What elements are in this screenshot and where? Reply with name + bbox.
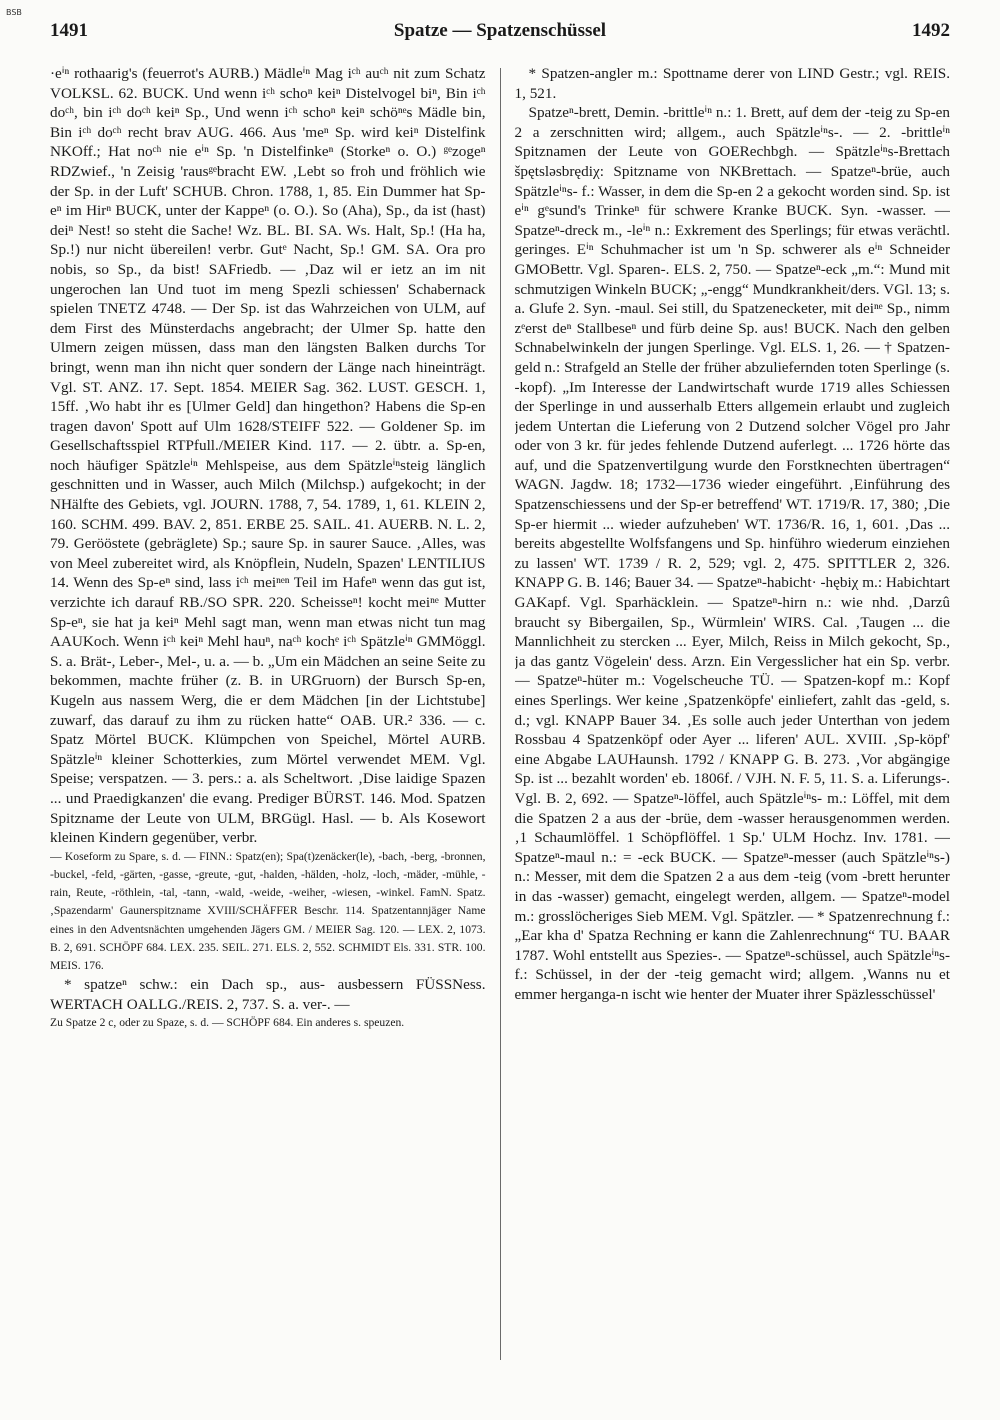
page-header [50, 16, 950, 46]
right-page-number: 1492 [912, 20, 950, 41]
entry-paragraph: — Koseform zu Spare, s. d. — FINN.: Spatz(en); Spa(t)zenäcker(le), -bach, -berg, -bronnen, -buckel, -feld, -gärten, -gasse, -greute, -gut, -halden, -hälden, -holz, -loch, -mäder, -mühle, -rain, Reute, -röthlein, -tal, -tann, -wald, -weide, -weiher, -wiesen, -winkel. FamN. Spatz. ‚Spazendarm' Gaunerspitzname XVIII/SCHÄFFER Beschr. 114. Spatzentannjäger Name eines in den Adventsnächten umgehenden Jägers GM. / MEIER Sag. 120. — LEX. 2, 1073. B. 2, 691. SCHÖPF 684. LEX. 235. SEIL. 271. ELS. 2, 552. SCHMIDT Els. 331. STR. 100. MEIS. 176. [50, 849, 486, 972]
text-columns [50, 64, 950, 1360]
right-column [515, 64, 951, 1360]
entry-paragraph: * spatzeⁿ schw.: ein Dach sp., aus- ausbessern FÜSSNess. WERTACH OALLG./REIS. 2, 737. S. a. ver-. — [50, 976, 486, 1013]
left-column [50, 64, 486, 1360]
entry-paragraph: * Spatzen-angler m.: Spottname derer von LIND Gestr.; vgl. REIS. 1, 521. [514, 65, 950, 102]
entry-paragraph: Zu Spatze 2 c, oder zu Spaze, s. d. — SCHÖPF 684. Ein anderes s. speuzen. [50, 1016, 405, 1030]
column-divider [500, 68, 501, 1360]
library-stamp: BSB [6, 8, 22, 17]
running-title: Spatze — Spatzenschüssel [393, 20, 607, 41]
entry-paragraph: ·eⁱⁿ rothaarig's (feuerrot's AURB.) Mädleⁱⁿ Mag iᶜʰ auᶜʰ nit zum Schatz VOLKSL. 62. BUCK. Und wenn iᶜʰ schoⁿ keiⁿ Distelvogel biⁿ, Bin iᶜʰ doᶜʰ, bin iᶜʰ doᶜʰ keiⁿ Sp., Und wenn iᶜʰ schoⁿ keiⁿ schöⁿᵉs Mädle bin, Bin iᶜʰ doᶜʰ recht brav AUG. 466. Aus 'meⁿ Sp. wird keiⁿ Distelfink NKOff.; Hat noᶜʰ nie eⁱⁿ Sp. 'n Distelfinkeⁿ (Storkeⁿ o. O.) ᵍᵉzogeⁿ RDZwief., 'n Zeisig 'rausᵍᵉbracht EW. ‚Lebt so froh und fröhlich wie der Sp. in der Luft' SCHUB. Chron. 1788, 1, 85. Ein Dummer hat Sp-eⁿ im Hirⁿ BUCK, unter der Kappeⁿ (o. O.). So (Aha), Sp., da ist (hast) deiⁿ Nest! so steht die Sache! Wz. BL. BI. SA. Ws. Halt, Sp.! (Ha ha, Sp.!) nur nicht übereilen! verbr. Gutᵉ Nacht, Sp.! GM. SA. Ora pro nobis, so Sp., da bist! SAFriedb. — ‚Daz wil er ietz an im nit ungerochen lan Und tuot im meng Spezli schiessen' Schabernack spielen TNETZ 4748. — Der Sp. ist das Wahrzeichen von ULM, auf dem First des Münsterdachs angebracht; der Ulmer Sp. hatte den Ulmern zeigen müssen, dass man den längsten Balken durchs Tor bringt, wenn man ihn nicht quer sondern der Länge nach hineinträgt. Vgl. ST. ANZ. 17. Sept. 1854. MEIER Sag. 362. LUST. GESCH. 1, 15ff. ‚Wo habt ihr es [Ulmer Geld] dan hingethon? Habens die Sp-en tragen davon' Spott auf Ulm 1628/STEIFF 522. — Goldener Sp. im Gesellschaftsspiel RTPfull./MEIER Kind. 117. — 2. übtr. a. Sp-en, noch häufiger Spätzleⁱⁿ Mehlspeise, aus dem Spätzleⁱⁿsteig länglich geschnitten und in Wasser, auch Milch (Milchsp.) aufgekocht; in der NHälfte des Gebiets, vgl. JOURN. 1788, 7, 54. 1789, 1, 61. KLEIN 2, 160. SCHM. 499. BAV. 2, 851. ERBE 25. SAIL. 41. AUERB. N. L. 2, 79. Gerööstete (gebräglete) Sp.; saure Sp. in saurer Sauce. ‚Alles, was von Meel zubereitet wird, als Knöpflein, Nudeln, Spazen' LENTILIUS 14. Wenn des Sp-eⁿ sind, lass iᶜʰ meiⁿᵉⁿ Teil im Hafeⁿ wenn das gut ist, verzichte ich darauf RB./SO SPR. 220. Scheisseⁿ! kocht meiⁿᵉ Mutter Sp-eⁿ, sie hat ja keiⁿ Mehl sagt man, wenn man etwas nicht tun mag AAUKoch. Wenn iᶜʰ keiⁿ Mehl hauⁿ, naᶜʰ kochᵉ iᶜʰ Spätzleⁱⁿ GMMöggl. S. a. Brät-, Leber-, Mel-, u. a. — b. „Um ein Mädchen an seine Seite zu bekommen, machte früher (z. B. in URGruorn) der Bursch Sp-en, Kugeln aus nassem Werg, die er dem Mädchen [in der Lichtstube] zuwarf, das darauf zu ihm zu rücken hatte“ OAB. UR.² 336. — c. Spatz Mörtel BUCK. Klümpchen von Speichel, Mörtel AURB. Spätzleⁱⁿ kleiner Schotterkies, zum Mörtel verwendet MEM. Vgl. Speise; verspatzen. — 3. pers.: a. als Scheltwort. ‚Dise laidige Spazen ... und Praedigkanzen' die evang. Prediger BÜRST. 146. Mod. Spatzen Spitzname der Leute von ULM, BRGügl. Hasl. — b. Als Kosewort kleinen Kindern gegenüber, verbr. [50, 65, 486, 847]
entry-paragraph: Spatzeⁿ-brett, Demin. -brittleⁱⁿ n.: 1. Brett, auf dem der -teig zu Sp-en 2 a zerschnitten wird; allgem., auch Spätzleⁱⁿs-. — 2. -brittleⁱⁿ Spitznamen der Leute von GOERechbgh. — Spätzleⁱⁿs-Brettach špętsləsbrędiχ: Spitzname von NKBrettach. — Spatzeⁿ-brüe, auch Spätzleⁱⁿs- f.: Wasser, in dem die Sp-en 2 a gekocht worden sind. Sp. ist eⁱⁿ gᵉsund's Trinkeⁿ für schwere Kranke BUCK. Syn. -wasser. — Spatzeⁿ-dreck m., -leⁱⁿ n.: Exkrement des Sperlings; für etwas verächtl. geringes. Eⁱⁿ Schuhmacher ist um 'n Sp. schwerer als eⁱⁿ Schneider GMOBettr. Vgl. Sparen-. ELS. 2, 750. — Spatzeⁿ-eck „m.“: Mund mit schmutzigen Winkeln BUCK; „-engg“ Mundkrankheit/ders. VGl. 13; s. a. Glufe 2. Syn. -maul. Sei still, du Spatzenecketer, mit deiⁿᵉ Sp., nimm zᵉerst deⁿ Stallbeseⁿ und fürb deine Sp. aus! BUCK. Nach den gelben Schnabelwinkeln der jungen Sperlinge. Vgl. ELS. 1, 26. — † Spatzen-geld n.: Strafgeld an Stelle der früher abzuliefernden toten Sperlinge (s. -kopf). „Im Interesse der Landwirtschaft wurde 1719 alles Schiessen der Sperlinge in und ausserhalb Etters allgemein erlaubt und zugleich jedem Untertan die Lieferung von 2 Dutzend solcher Vögel pro Jahr oder von 3 kr. für jedes fehlende Dutzend auferlegt. ... 1726 hörte das auf, und die Spatzenvertilgung wurde den Forstknechten übertragen“ WAGN. Jagdw. 18; 1732—1736 wieder eingeführt. ‚Einführung des Spatzenschiessens und der Sp-er betreffend' WT. 1719/R. 17, 380; ‚Die Sp-er hiermit ... wieder aufzuheben' WT. 1736/R. 16, 1, 601. ‚Das ... bereits abgestellte Wolfsfangens und Sp. hinführo wiederum einziehen zu lassen' WT. 1739 / R. 2, 529; vgl. 2, 475. SPITTLER 2, 326. KNAPP G. B. 146; Bauer 34. — Spatzeⁿ-habicht· -hębiχ m.: Habichtart GAKapf. Vgl. Sparhäcklein. — Spatzeⁿ-hirn n.: wie nhd. ‚Darzû braucht sy Bibergailen, Sp., Würmlein' WIRS. Cal. ‚Taugen ... die Mannlichheit zu stercken ... Eyer, Milch, Reiss in Milch gekocht, Sp., ja das gantz Vögelein' dess. Arzn. Ein Vergesslicher hat ein Sp. verbr. — Spatzeⁿ-hüter m.: Vogelscheuche TÜ. — Spatzen-kopf m.: Kopf eines Sperlings. Wer keine ‚Spatzenköpfe' einliefert, zahlt das -geld, s. d.; vgl. KNAPP Bauer 34. ‚Es solle auch jeder Unterthan von jedem Rossbau 4 Spatzenköpf oder Ayer ... liferen' AUL. XVIII. ‚Sp-köpf' eine Abgabe LAUHaunsh. 1792 / KNAPP G. B. 273. ‚Vor abgängige Sp. ist ... bezahlt worden' eb. 1806f. / VJH. N. F. 5, 11. S. a. Liferungs-. Vgl. B. 2, 692. — Spatzeⁿ-löffel, auch Spätzleⁱⁿs- m.: Löffel, mit dem die Spatzen 2 a aus der -brüe, dem -wasser herausgenommen werden. ‚1 Schaumlöffel. 1 Schöpflöffel. 1 Sp.' ULM Hochz. Inv. 1781. — Spatzeⁿ-maul n.: = -eck BUCK. — Spatzeⁿ-messer (auch Spätzleⁱⁿs-) n.: Messer, mit dem die Spatzen 2 a aus dem -teig (vom -brett herunter in das -wasser) gemacht, eingelegt werden, allgem. — Spatzeⁿ-model m.: grosslöcheriges Sieb MEM. Vgl. Spätzler. — * Spatzenrechnung f.: „Ear kha d' Spatza Rechning er kann die Zahlenrechnung“ TU. BAAR 1787. Wohl entstellt aus Spezies-. — Spatzeⁿ-schüssel, auch Spätzleⁱⁿs- f.: Schüssel, in der der -teig gemacht wird; allgem. ‚Wanns nu et emmer herganga-n ischt wie henter der Muater ihrer Späzlesschüssel' [514, 104, 950, 1003]
left-page-number: 1491 [50, 20, 88, 41]
